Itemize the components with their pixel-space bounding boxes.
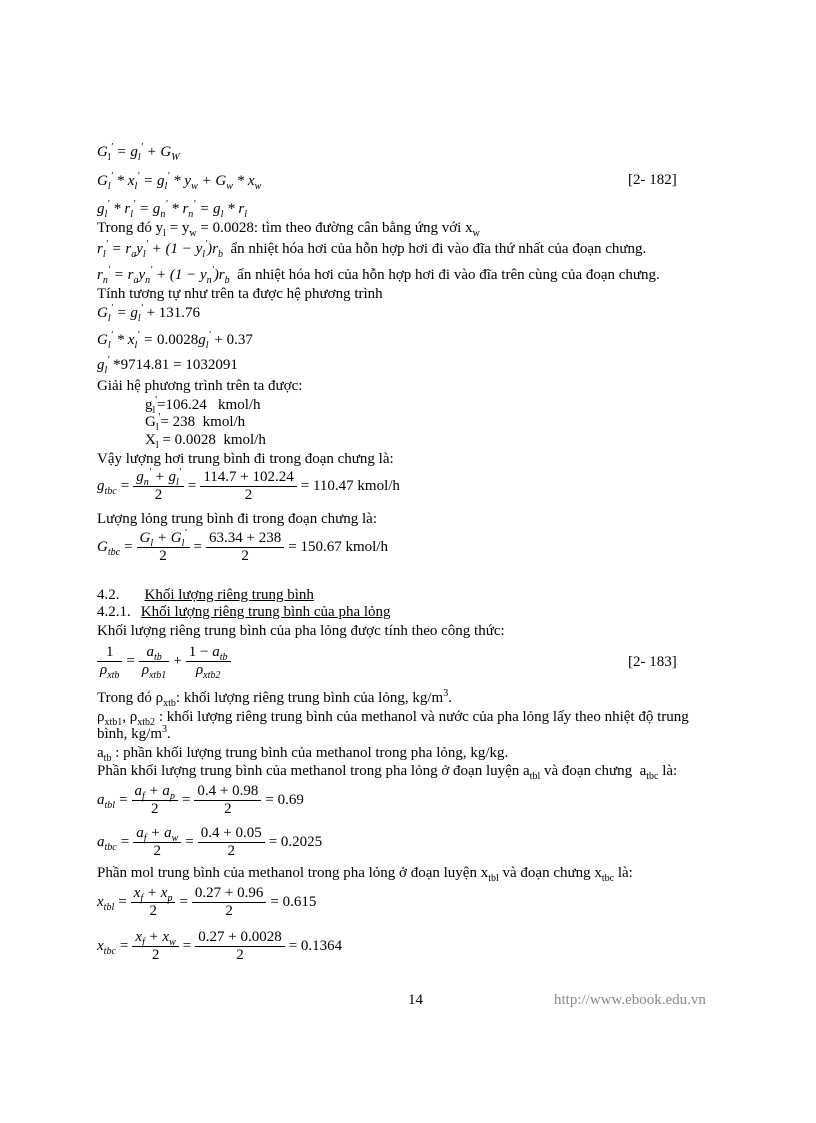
page-number: 14 [408, 992, 423, 1008]
equation-xtbl: $x_{tbl}$ = $\frac{x_f + x_p}{2}$ = $\frac{0.27 + 0.96}{2}$ = 0.615 [97, 884, 317, 919]
equation-Gtbc: $G_{tbc}$ = $\frac{G_l + G_l'}{2}$ = $\frac{63.34 + 238}{2}$ = 150.67 kmol/h [97, 527, 388, 564]
system-eq-3: $g_l'$ *9714.81 = 1032091 [97, 355, 238, 376]
solution-G1: $G_l'= 238$ kmol/h [145, 412, 246, 433]
equation-atbc: $a_{tbc}$ = $\frac{a_f + a_w}{2}$ = $\frac{0.4 + 0.05}{2}$ = 0.2025 [97, 824, 323, 859]
equation-g1x1-balance: $G_l' * x_l' = g_l' * y_w + G_w * x_w$ [97, 171, 262, 192]
section-4-2-heading: 4.2. Khối lượng riêng trung bình [97, 587, 314, 603]
equation-rho-xtb: $\frac{1}{\rho_{xtb}}$ = $\frac{a_{tb}}{\rho_{xtb1}}$ + $\frac{1 - a_{tb}}{\rho_{xtb2}}$ [97, 641, 235, 681]
text-giai-he: Giải hệ phương trình trên ta được: [97, 378, 303, 394]
equation-xtbc: $x_{tbc}$ = $\frac{x_f + x_w}{2}$ = $\frac{0.27 + 0.0028}{2}$ = 0.1364 [97, 928, 343, 963]
text-tinh-tuong-tu: Tính tương tự như trên ta được hệ phương trình [97, 286, 383, 302]
text-luong-long: Lượng lỏng trung bình đi trong đoạn chưng là: [97, 511, 377, 527]
system-eq-2: $G_l' * x_l' = 0.0028g_l' + 0.37$ [97, 330, 253, 351]
equation-enthalpy-balance: $g_l' * r_l' = g_n' * r_n' = g_l * r_l$ [97, 199, 247, 220]
text-vay-luong-hoi: Vậy lượng hơi trung bình đi trong đoạn chưng là: [97, 451, 394, 467]
equation-ref-183: [2- 183] [628, 654, 677, 670]
equation-g1-balance: $G_l' = g_l' + G_W$ [97, 142, 180, 163]
system-eq-1: $G_l' = g_l' + 131.76$ [97, 303, 201, 324]
text-rho12-desc-b: bình, $kg/m^3$. [97, 724, 171, 742]
section-4-2-1-heading: 4.2.1. Khối lượng riêng trung bình của pha lỏng [97, 604, 391, 620]
text-rho12-desc-a: $\rho_{xtb1}$, $\rho_{xtb2}$ : khối lượng riêng trung bình của methanol và nước của pha lỏng lấy theo nhiệt độ trung [97, 709, 689, 728]
text-phan-mol: Phần mol trung bình của methanol trong pha lỏng ở đoạn luyện $x_{tbl}$ và đoạn chưng $x_{tbc}$ là: [97, 865, 633, 884]
solution-g1: $g_l'=106.24$ kmol/h [145, 395, 261, 416]
text-rn-definition: $r_n' = r_ay_n' + (1 - y_n')r_b$ ẩn nhiệt hóa hơi của hỗn hợp hơi đi vào đĩa trên cùng của đoạn chưng. [97, 265, 660, 286]
text-trong-do-rho: Trong đó $\rho_{xtb}$: khối lượng riêng trung bình của lỏng, $kg/m^3$. [97, 688, 452, 709]
text-kl-rieng-cong-thuc: Khối lượng riêng trung bình của pha lỏng được tính theo công thức: [97, 623, 505, 639]
text-r1-definition: $r_l' = r_ay_l' + (1 - y_l')r_b$ ẩn nhiệt hóa hơi của hỗn hợp hơi đi vào đĩa thứ nhất của đoạn chưng. [97, 239, 647, 260]
text-phan-khoi-luong: Phần khối lượng trung bình của methanol trong pha lỏng ở đoạn luyện $a_{tbl}$ và đoạn chưng $a_{tbc}$ là: [97, 763, 678, 782]
footer-url: http://www.ebook.edu.vn [554, 992, 706, 1008]
text-atb-desc: $a_{tb}$ : phần khối lượng trung bình của methanol trong pha lỏng, kg/kg. [97, 745, 509, 764]
text-trong-do-y1: Trong đó $y_l = y_w = 0.0028$: tìm theo đường cân bằng ứng với $x_w$ [97, 220, 480, 239]
solution-X1: $X_l = 0.0028$ kmol/h [145, 432, 266, 451]
equation-atbl: $a_{tbl}$ = $\frac{a_f + a_p}{2}$ = $\frac{0.4 + 0.98}{2}$ = 0.69 [97, 782, 304, 817]
equation-ref-182: [2- 182] [628, 172, 677, 188]
equation-gtbc: $g_{tbc}$ = $\frac{g_n' + g_l'}{2}$ = $\frac{114.7 + 102.24}{2}$ = 110.47 kmol/h [97, 466, 400, 503]
